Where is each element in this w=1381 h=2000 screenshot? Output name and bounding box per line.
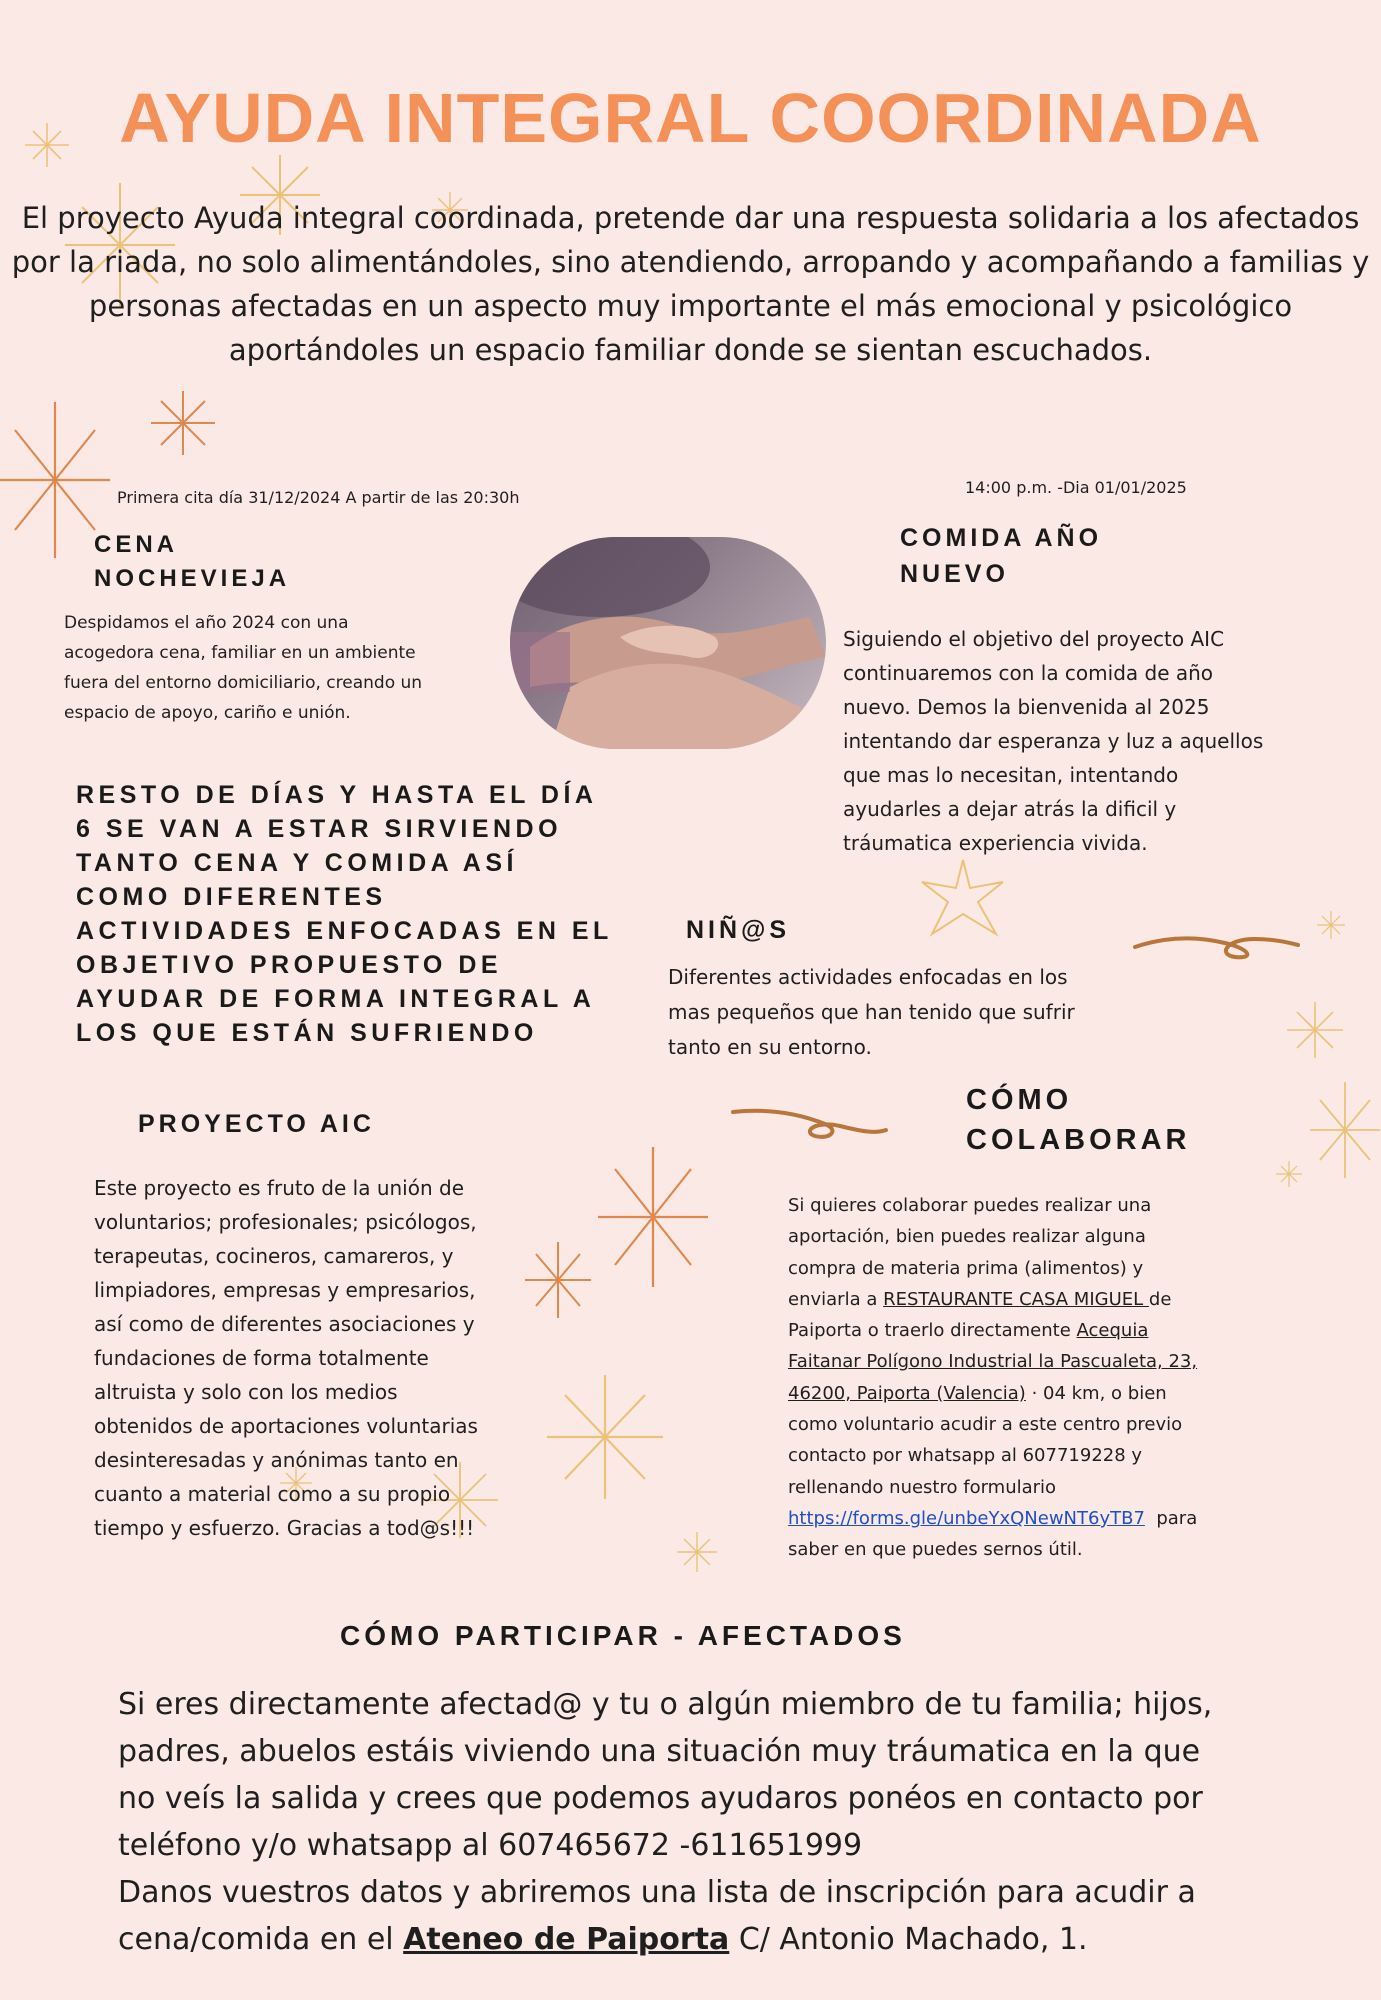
- resto-dias-heading: [76, 778, 613, 1050]
- colaborar-text-segment: de: [1148, 1288, 1172, 1310]
- address-link[interactable]: Acequia: [1076, 1320, 1149, 1342]
- colaborar-text-line: como voluntario acudir a este centro previo: [788, 1414, 1183, 1436]
- intro-line: por la riada, no solo alimentándoles, sino atendiendo, arropando y acompañando a familias y: [11, 245, 1370, 279]
- colaborar-text-segment: · 04 km, o bien: [1025, 1382, 1167, 1404]
- comida-text-line: continuaremos con la comida de año: [843, 661, 1214, 685]
- colaborar-text-line: [788, 1346, 1197, 1377]
- sparkle-star-icon: [523, 1240, 593, 1320]
- comida-heading: [900, 520, 1102, 592]
- colaborar-heading: [966, 1080, 1191, 1160]
- sparkle-star-icon: [1275, 1160, 1303, 1188]
- comida-text-line: que mas lo necesitan, intentando: [843, 763, 1179, 787]
- participar-text-segment: cena/comida en el: [118, 1922, 404, 1957]
- intro-line: personas afectadas en un aspecto muy importante el más emocional y psicológico: [88, 289, 1293, 323]
- resto-line: LOS QUE ESTÁN SUFRIENDO: [76, 1019, 538, 1047]
- ninos-text-line: tanto en su entorno.: [668, 1035, 872, 1059]
- comida-text-line: nuevo. Demos la bienvenida al 2025: [843, 695, 1210, 719]
- comida-heading-line: NUEVO: [900, 560, 1009, 588]
- participar-text: [118, 1681, 1212, 1963]
- cena-heading: [94, 528, 290, 596]
- comida-heading-line: COMIDA AÑO: [900, 524, 1103, 552]
- proyecto-text-line: tiempo y esfuerzo. Gracias a tod@s!!!: [94, 1516, 475, 1540]
- colaborar-text-line: saber en que puedes sernos útil.: [788, 1539, 1083, 1561]
- colaborar-text-segment: para: [1144, 1507, 1198, 1529]
- cena-date-note: Primera cita día 31/12/2024 A partir de las 20:30h: [117, 488, 520, 507]
- colaborar-text-line: compra de materia prima (alimentos) y: [788, 1257, 1144, 1279]
- colaborar-text-line: aportación, bien puedes realizar alguna: [788, 1226, 1146, 1248]
- proyecto-heading: PROYECTO AIC: [138, 1110, 375, 1138]
- colaborar-text-line: [788, 1503, 1197, 1534]
- intro-paragraph: [0, 196, 1381, 372]
- comida-text-line: ayudarles a dejar atrás la dificil y: [843, 797, 1177, 821]
- cena-text-line: acogedora cena, familiar en un ambiente: [64, 643, 416, 663]
- sparkle-star-icon: [1310, 1080, 1381, 1180]
- cena-text-line: fuera del entorno domiciliario, creando un: [64, 673, 423, 693]
- resto-line: ACTIVIDADES ENFOCADAS EN EL: [76, 917, 613, 945]
- intro-line: El proyecto Ayuda integral coordinada, pretende dar una respuesta solidaria a los afectados: [21, 201, 1360, 235]
- proyecto-text: [94, 1171, 478, 1545]
- ninos-text-line: Diferentes actividades enfocadas en los: [668, 965, 1068, 989]
- sparkle-star-icon: [675, 1530, 719, 1574]
- cena-text: [64, 608, 422, 728]
- ninos-text-line: mas pequeños que han tenido que sufrir: [668, 1000, 1075, 1024]
- swirl-icon: [730, 1100, 890, 1150]
- participar-text-line: padres, abuelos estáis viviendo una situación muy tráumatica en la que: [118, 1734, 1201, 1769]
- hands-illustration: [510, 537, 826, 749]
- participar-text-line: Si eres directamente afectad@ y tu o algún miembro de tu familia; hijos,: [118, 1687, 1213, 1722]
- address-link[interactable]: Faitanar Polígono Industrial la Pascualeta, 23,: [788, 1351, 1198, 1373]
- cena-text-line: espacio de apoyo, cariño e unión.: [64, 703, 351, 723]
- colaborar-text-line: [788, 1315, 1197, 1346]
- colaborar-heading-line: COLABORAR: [966, 1124, 1191, 1156]
- resto-line: RESTO DE DÍAS Y HASTA EL DÍA: [76, 781, 598, 809]
- ninos-heading: NIÑ@S: [686, 916, 791, 944]
- resto-line: COMO DIFERENTES: [76, 883, 387, 911]
- colaborar-text-segment: enviarla a: [788, 1288, 884, 1310]
- comida-text-line: Siguiendo el objetivo del proyecto AIC: [843, 627, 1225, 651]
- proyecto-text-line: altruista y solo con los medios: [94, 1380, 398, 1404]
- comida-text-line: tráumatica experiencia vivida.: [843, 831, 1148, 855]
- proyecto-text-line: obtenidos de aportaciones voluntarias: [94, 1414, 478, 1438]
- comida-text: [843, 622, 1263, 860]
- participar-text-segment: C/ Antonio Machado, 1.: [729, 1922, 1088, 1957]
- page-title: AYUDA INTEGRAL COORDINADA: [119, 79, 1262, 157]
- proyecto-text-line: así como de diferentes asociaciones y: [94, 1312, 475, 1336]
- colaborar-text-line: Si quieres colaborar puedes realizar una: [788, 1195, 1152, 1216]
- proyecto-text-line: cuanto a material como a su propio: [94, 1482, 451, 1506]
- proyecto-text-line: desinteresadas y anónimas tanto en: [94, 1448, 459, 1472]
- resto-line: AYUDAR DE FORMA INTEGRAL A: [76, 985, 596, 1013]
- participar-text-line: teléfono y/o whatsapp al 607465672 -611651999: [118, 1828, 863, 1863]
- colaborar-text-line: contacto por whatsapp al 607719228 y: [788, 1445, 1143, 1467]
- proyecto-text-line: limpiadores, empresas y empresarios,: [94, 1278, 476, 1302]
- sparkle-star-icon: [545, 1372, 665, 1502]
- ninos-text: [668, 960, 1075, 1065]
- sparkle-star-icon: [1316, 910, 1346, 940]
- swirl-icon: [1130, 925, 1300, 965]
- ateneo-link[interactable]: Ateneo de Paiporta: [403, 1922, 730, 1957]
- cena-text-line: Despidamos el año 2024 con una: [64, 613, 349, 633]
- participar-text-line: Danos vuestros datos y abriremos una lista de inscripción para acudir a: [118, 1875, 1196, 1910]
- participar-text-line: [118, 1916, 1212, 1963]
- proyecto-text-line: terapeutas, cocineros, camareros, y: [94, 1244, 454, 1268]
- colaborar-text: [788, 1190, 1197, 1566]
- restaurante-link[interactable]: RESTAURANTE CASA MIGUEL: [883, 1288, 1149, 1310]
- resto-line: TANTO CENA Y COMIDA ASÍ: [76, 849, 518, 877]
- colaborar-heading-line: CÓMO: [966, 1084, 1073, 1116]
- proyecto-text-line: Este proyecto es fruto de la unión de: [94, 1176, 465, 1200]
- sparkle-star-icon: [598, 1145, 708, 1290]
- cena-heading-line: CENA: [94, 531, 179, 558]
- comida-text-line: intentando dar esperanza y luz a aquellos: [843, 729, 1264, 753]
- sparkle-star-icon: [148, 388, 218, 458]
- address-link[interactable]: 46200, Paiporta (Valencia): [788, 1382, 1026, 1404]
- colaborar-text-line: [788, 1284, 1197, 1315]
- resto-line: 6 SE VAN A ESTAR SIRVIENDO: [76, 815, 563, 843]
- sparkle-star-icon: [1285, 1000, 1345, 1060]
- participar-text-line: no veís la salida y crees que podemos ayudaros ponéos en contacto por: [118, 1781, 1203, 1816]
- outline-star-icon: [918, 858, 1008, 938]
- colaborar-text-segment: Paiporta o traerlo directamente: [788, 1320, 1077, 1342]
- colaborar-text-line: rellenando nuestro formulario: [788, 1476, 1057, 1498]
- participar-heading: CÓMO PARTICIPAR - AFECTADOS: [340, 1620, 906, 1651]
- proyecto-text-line: fundaciones de forma totalmente: [94, 1346, 429, 1370]
- resto-line: OBJETIVO PROPUESTO DE: [76, 951, 503, 979]
- hands-photo: [510, 537, 826, 749]
- intro-line: aportándoles un espacio familiar donde se sientan escuchados.: [228, 333, 1153, 367]
- comida-date-note: 14:00 p.m. -Dia 01/01/2025: [965, 478, 1187, 497]
- cena-heading-line: NOCHEVIEJA: [94, 565, 291, 592]
- form-link[interactable]: https://forms.gle/unbeYxQNewNT6yTB7: [788, 1507, 1145, 1529]
- colaborar-text-line: [788, 1378, 1197, 1409]
- proyecto-text-line: voluntarios; profesionales; psicólogos,: [94, 1210, 477, 1234]
